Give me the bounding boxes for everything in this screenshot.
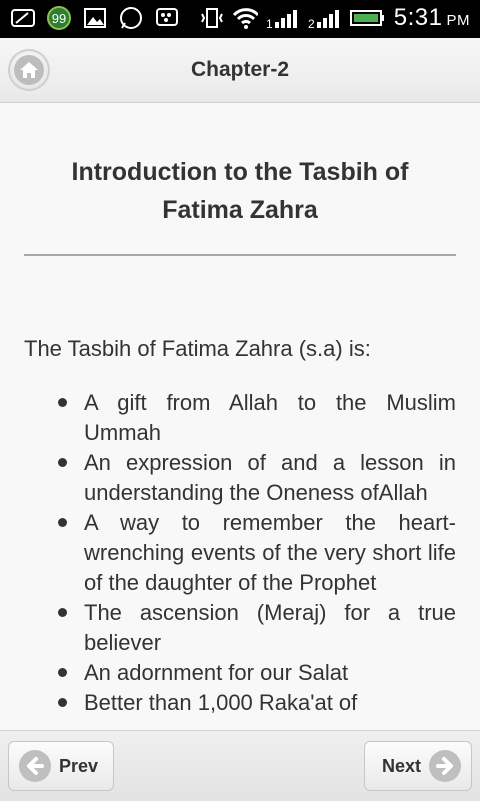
arrow-left-icon: [19, 750, 51, 782]
prev-button[interactable]: [8, 741, 114, 791]
app-header: [0, 38, 480, 103]
list-item: An expression of and a lesson in understanding the Oneness ofAllah: [24, 448, 456, 508]
clock-ampm: PM: [446, 12, 470, 29]
wifi-icon: [232, 6, 258, 30]
intro-text: The Tasbih of Fatima Zahra (s.a) is:: [24, 336, 371, 361]
status-bar: [0, 0, 480, 38]
gallery-icon: [82, 6, 108, 30]
clock-time: 5:31: [393, 4, 443, 31]
signal-1-icon: [266, 6, 300, 30]
svg-text:2: 2: [307, 17, 315, 30]
list-item: A gift from Allah to the Muslim Ummah: [24, 388, 456, 448]
prev-label: Prev: [59, 755, 99, 776]
footer-bar: [0, 730, 480, 801]
bbm-icon: [154, 6, 180, 30]
clock: [394, 4, 470, 32]
messages-icon: [10, 6, 36, 30]
badge-count: 99: [51, 11, 67, 26]
next-label: Next: [381, 755, 421, 776]
notification-count-icon: [46, 6, 72, 30]
svg-text:1: 1: [265, 17, 273, 30]
signal-2-icon: [308, 6, 342, 30]
section-heading: Introduction to the Tasbih of Fatima Zahra: [71, 158, 409, 224]
bullet-list: [24, 388, 456, 718]
content-area[interactable]: [0, 103, 480, 730]
vibrate-icon: [198, 6, 224, 30]
list-item: An adornment for our Salat: [24, 658, 456, 688]
list-item: The ascension (Meraj) for a true believer: [24, 598, 456, 658]
battery-icon: [350, 6, 386, 30]
list-item: A way to remember the heart-wrenching events of the very short life of the daughter of the Prophet: [24, 508, 456, 598]
list-item: Better than 1,000 Raka'at of: [24, 688, 456, 718]
heading-divider: [24, 254, 456, 256]
next-button[interactable]: [364, 741, 472, 791]
whatsapp-icon: [118, 6, 144, 30]
page-title: Chapter-2: [190, 58, 290, 81]
arrow-right-icon: [429, 750, 461, 782]
